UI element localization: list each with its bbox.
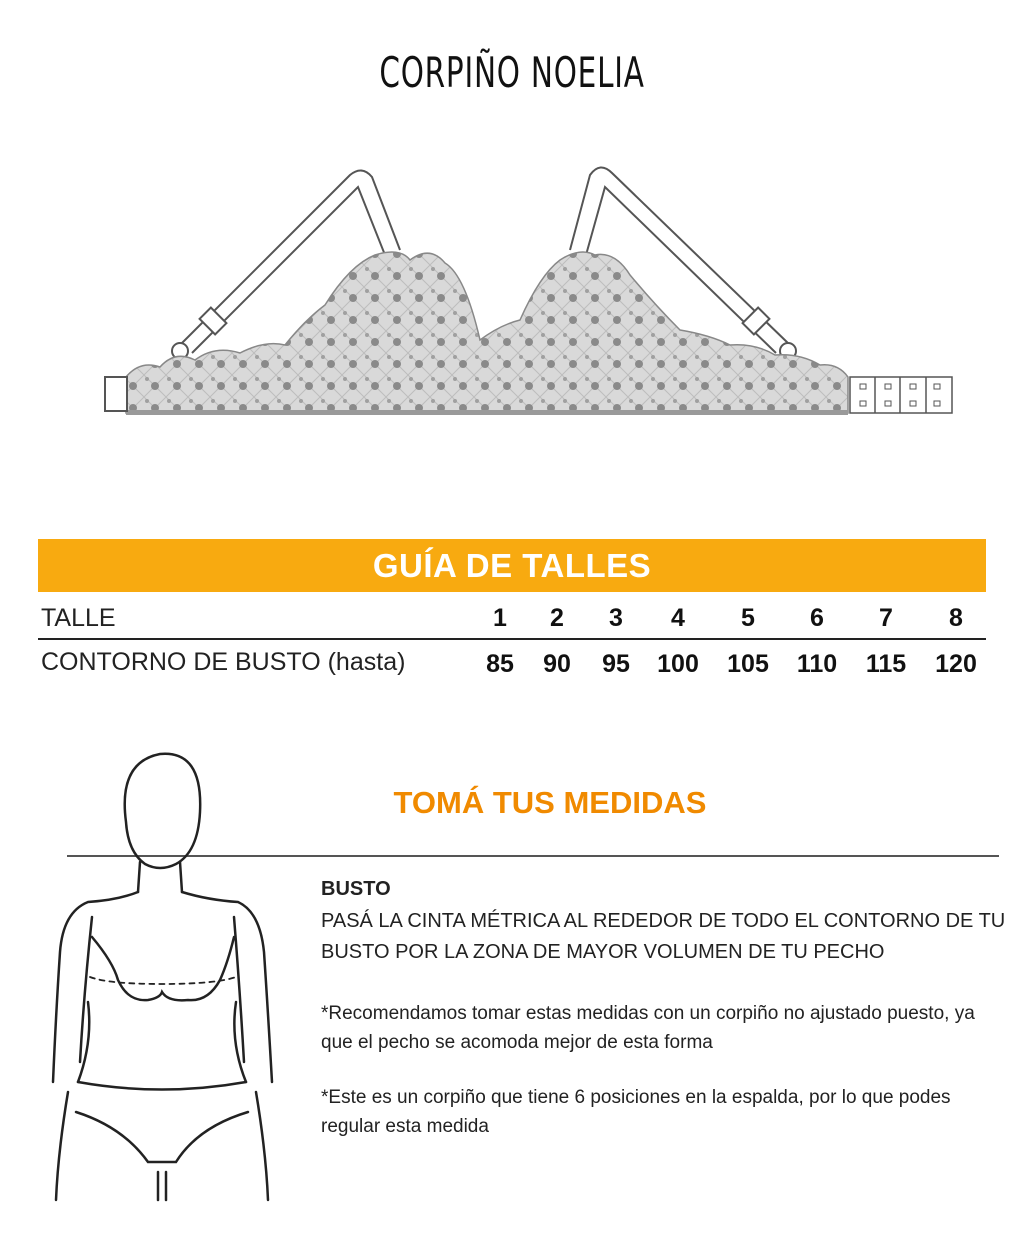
body-figure-illustration: [48, 752, 298, 1202]
note-recommendation: *Recomendamos tomar estas medidas con un corpiño no ajustado puesto, ya que el pecho se acomoda mejor de esta forma: [321, 1003, 975, 1053]
bust-cell: 105: [727, 650, 769, 678]
size-row: [38, 596, 986, 640]
bust-cell: 100: [657, 650, 699, 678]
size-cell: 7: [879, 604, 893, 632]
page-title: CORPIÑO NOELIA: [379, 48, 645, 97]
bust-cell: 95: [602, 650, 630, 678]
size-guide-banner: GUÍA DE TALLES: [38, 539, 986, 592]
measure-title: TOMÁ TUS MEDIDAS: [393, 785, 707, 820]
bust-cell: 85: [486, 650, 514, 678]
bust-row-label: CONTORNO DE BUSTO (hasta): [41, 648, 406, 676]
size-cell: 5: [741, 604, 755, 632]
size-cell: 2: [550, 604, 564, 632]
size-cell: 3: [609, 604, 623, 632]
size-cell: 6: [810, 604, 824, 632]
busto-heading: BUSTO: [321, 878, 391, 900]
bust-row: [38, 640, 986, 682]
size-row-label: TALLE: [41, 604, 116, 632]
bust-cell: 120: [935, 650, 977, 678]
bust-cell: 110: [796, 650, 838, 678]
size-cell: 1: [493, 604, 507, 632]
busto-description: PASÁ LA CINTA MÉTRICA AL REDEDOR DE TODO EL CONTORNO DE TU BUSTO POR LA ZONA DE MAYOR VOLUMEN DE TU PECHO: [321, 910, 1006, 963]
bust-cell: 90: [543, 650, 571, 678]
size-cell: 8: [949, 604, 963, 632]
size-table: [38, 596, 986, 682]
note-adjustment: *Este es un corpiño que tiene 6 posiciones en la espalda, por lo que podes regular esta medida: [321, 1087, 951, 1137]
bra-illustration: [100, 155, 960, 425]
busto-instructions: [321, 876, 1011, 968]
bust-cell: 115: [865, 650, 907, 678]
size-cell: 4: [671, 604, 685, 632]
